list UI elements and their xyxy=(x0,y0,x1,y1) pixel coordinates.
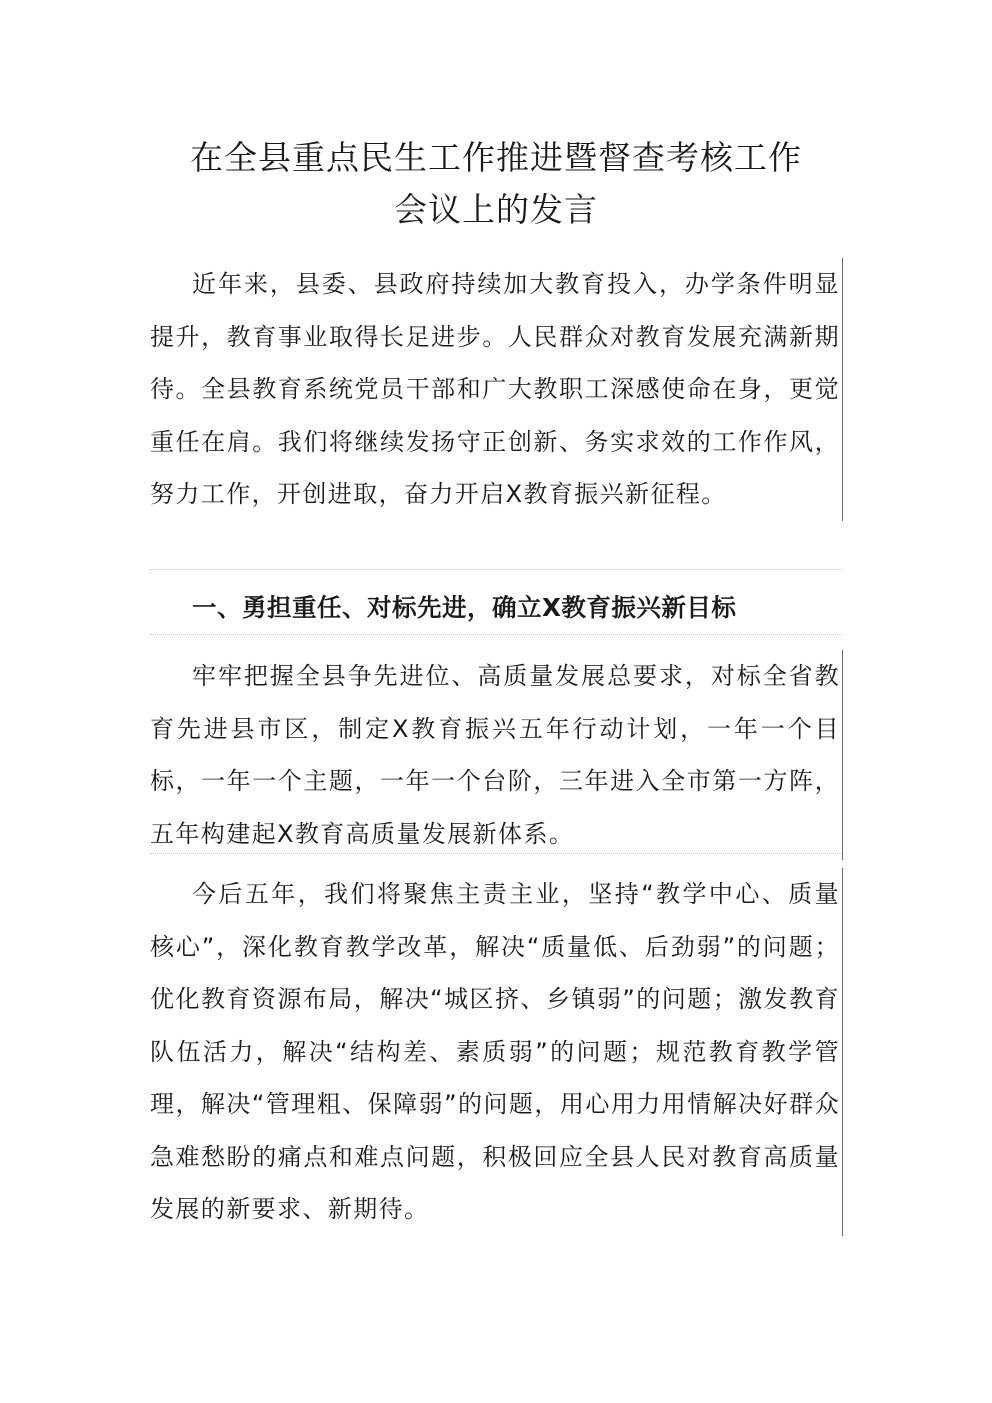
section-divider xyxy=(150,569,842,570)
paragraph-goal: 牢牢把握全县争先进位、高质量发展总要求，对标全省教育先进县市区，制定X教育振兴五年行动计划，一年一个目标，一年一个主题，一年一个台阶，三年进入全市第一方阵，五年构建起X教育高质量发展新体系。 xyxy=(150,650,843,860)
document-title xyxy=(150,132,842,236)
title-line-2: 会议上的发言 xyxy=(394,190,598,229)
section-heading-1: 一、勇担重任、对标先进，确立X教育振兴新目标 xyxy=(192,593,737,622)
paragraph-intro: 近年来，县委、县政府持续加大教育投入，办学条件明显提升，教育事业取得长足进步。人民群众对教育发展充满新期待。全县教育系统党员干部和广大教职工深感使命在身，更觉重任在肩。我们将继续发扬守正创新、务实求效的工作作风，努力工作，开创进取，奋力开启X教育振兴新征程。 xyxy=(150,258,843,521)
section-divider xyxy=(150,853,842,854)
title-line-1: 在全县重点民生工作推进暨督查考核工作 xyxy=(190,138,802,177)
paragraph-plan: 今后五年，我们将聚焦主责主业，坚持“教学中心、质量核心”，深化教育教学改革，解决“质量低、后劲弱”的问题；优化教育资源布局，解决“城区挤、乡镇弱”的问题；激发教育队伍活力，解决“结构差、素质弱”的问题；规范教育教学管理，解决“管理粗、保障弱”的问题，用心用力用情解决好群众急难愁盼的痛点和难点问题，积极回应全县人民对教育高质量发展的新要求、新期待。 xyxy=(150,868,843,1236)
section-divider xyxy=(150,634,842,635)
